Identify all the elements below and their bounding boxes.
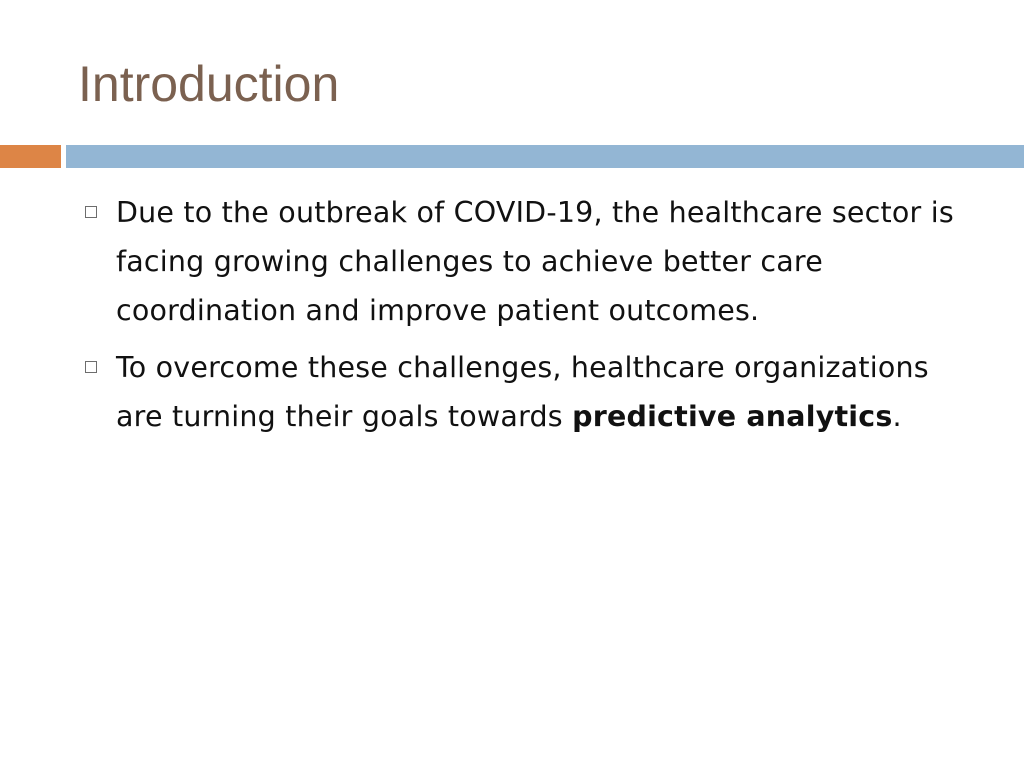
bullet-item-2 [80, 343, 980, 441]
bullet-list [80, 188, 980, 449]
title-accent-bar [0, 145, 61, 168]
bullet-text-2-before: To overcome these challenges, healthcare organizations are turning their goals towards [116, 351, 929, 433]
title-rule-bar [66, 145, 1024, 168]
bullet-text-2-bold: predictive analytics [572, 400, 893, 433]
bullet-item-1 [80, 188, 980, 335]
hollow-square-icon [85, 361, 97, 373]
hollow-square-icon [85, 206, 97, 218]
slide-title: Introduction [78, 56, 340, 112]
bullet-text-2-after: . [892, 400, 902, 433]
bullet-text-1: Due to the outbreak of COVID-19, the healthcare sector is facing growing challenges to achieve better care coordination and improve patient outcomes. [116, 196, 954, 327]
